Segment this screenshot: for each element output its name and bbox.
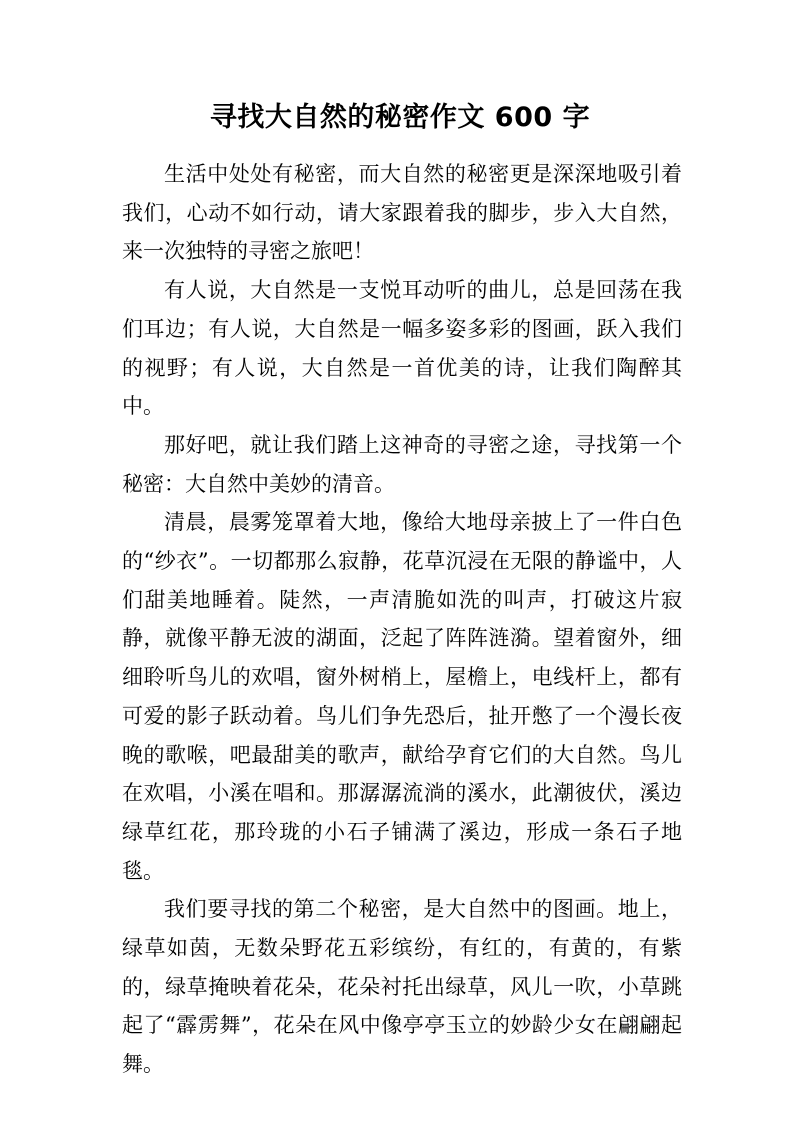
paragraph-1: 生活中处处有秘密，而大自然的秘密更是深深地吸引着我们，心动不如行动，请大家跟着我的脚步，步入大自然，来一次独特的寻密之旅吧！ [122, 162, 682, 264]
paragraph-5: 我们要寻找的第二个秘密，是大自然中的图画。地上，绿草如茵，无数朵野花五彩缤纷，有红的，有黄的，有紫的，绿草掩映着花朵，花朵衬托出绿草，风儿一吹，小草跳起了“霹雳舞”，花朵在风中像亭亭玉立的妙龄少女在翩翩起舞。 [122, 897, 682, 1077]
document-body [122, 155, 682, 1084]
paragraph-3: 那好吧，就让我们踏上这神奇的寻密之途，寻找第一个秘密：大自然中美妙的清音。 [122, 432, 682, 496]
paragraph-4: 清晨，晨雾笼罩着大地，像给大地母亲披上了一件白色的“纱衣”。一切都那么寂静，花草沉浸在无限的静谧中，人们甜美地睡着。陡然，一声清脆如洗的叫声，打破这片寂静，就像平静无波的湖面，泛起了阵阵涟漪。望着窗外，细细聆听鸟儿的欢唱，窗外树梢上，屋檐上，电线杆上，都有可爱的影子跃动着。鸟儿们争先恐后，扯开憋了一个漫长夜晚的歌喉，吧最甜美的歌声，献给孕育它们的大自然。鸟儿在欢唱，小溪在唱和。那潺潺流淌的溪水，此潮彼伏，溪边绿草红花，那玲珑的小石子铺满了溪边，形成一条石子地毯。 [122, 510, 682, 883]
paragraph-2: 有人说，大自然是一支悦耳动听的曲儿，总是回荡在我们耳边；有人说，大自然是一幅多姿多彩的图画，跃入我们的视野；有人说，大自然是一首优美的诗，让我们陶醉其中。 [122, 278, 682, 419]
document-title: 寻找大自然的秘密作文 600 字 [209, 102, 591, 133]
